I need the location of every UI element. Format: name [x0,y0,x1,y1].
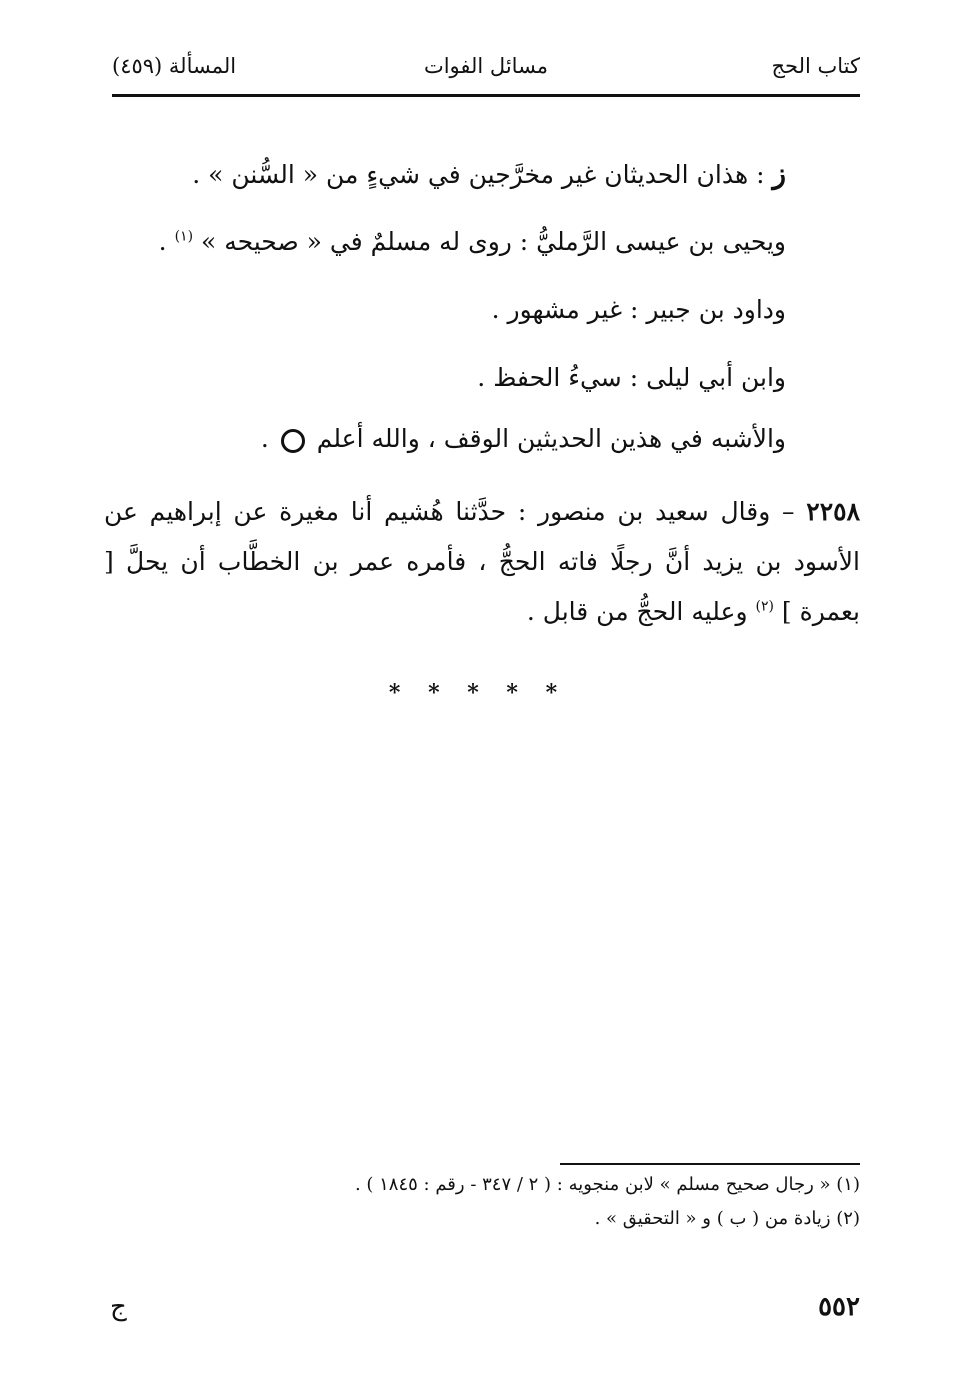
yahya-text: ويحيى بن عيسى الرَّمليُّ : روى له مسلمٌ في « صحيحه » [200,227,786,256]
yahya-end: . [158,227,167,256]
footnote-ref-2: (٢) [755,598,774,615]
header-rule [112,94,860,97]
chapter-title: مسائل الفوات [423,54,549,78]
paragraph-ibn-abi-layla: وابن أبي ليلى : سيءُ الحفظ . [477,363,786,392]
paragraph-yahya [159,225,786,259]
end-circle-icon [281,429,305,453]
footnote-2: (٢) زيادة من ( ب ) و « التحقيق » . [594,1208,860,1229]
conclusion-end: . [260,424,269,453]
narration-text-end: وعليه الحجُّ من قابل . [526,597,748,626]
z-note-text: : هذان الحديثان غير مخرَّجين في شيءٍ من « السُّنن » . [192,160,765,189]
z-marker: ز [772,157,786,190]
conclusion-text: والأشبه في هذين الحديثين الوقف ، والله أعلم [316,424,786,453]
running-header [112,52,860,92]
book-title: كتاب الحج [771,54,860,78]
narration-text: – وقال سعيد بن منصور : حدَّثنا هُشيم أنا مغيرة عن إبراهيم عن الأسود بن يزيد أنَّ رجلًا فاته الحجُّ ، فأمره عمر بن الخطَّاب أن يحلَّ [ بعمرة ] [104,497,860,626]
paragraph-z-note [192,157,786,192]
footnote-1: (١) « رجال صحيح مسلم » لابن منجويه : ( ٢ / ٣٤٧ - رقم : ١٨٤٥ ) . [354,1174,860,1195]
footnote-ref-1: (١) [174,228,194,245]
paragraph-dawud: وداود بن جبير : غير مشهور . [491,295,786,324]
footnote-rule [560,1163,860,1165]
issue-number: المسألة (٤٥٩) [112,54,237,78]
page-number: ٥٥٢ [818,1292,860,1322]
narration-number: ٢٢٥٨ [806,497,860,526]
paragraph-conclusion [261,422,786,456]
section-separator: * * * * * [388,680,568,706]
signature-mark: ج [110,1292,127,1322]
narration-2258 [104,487,860,637]
